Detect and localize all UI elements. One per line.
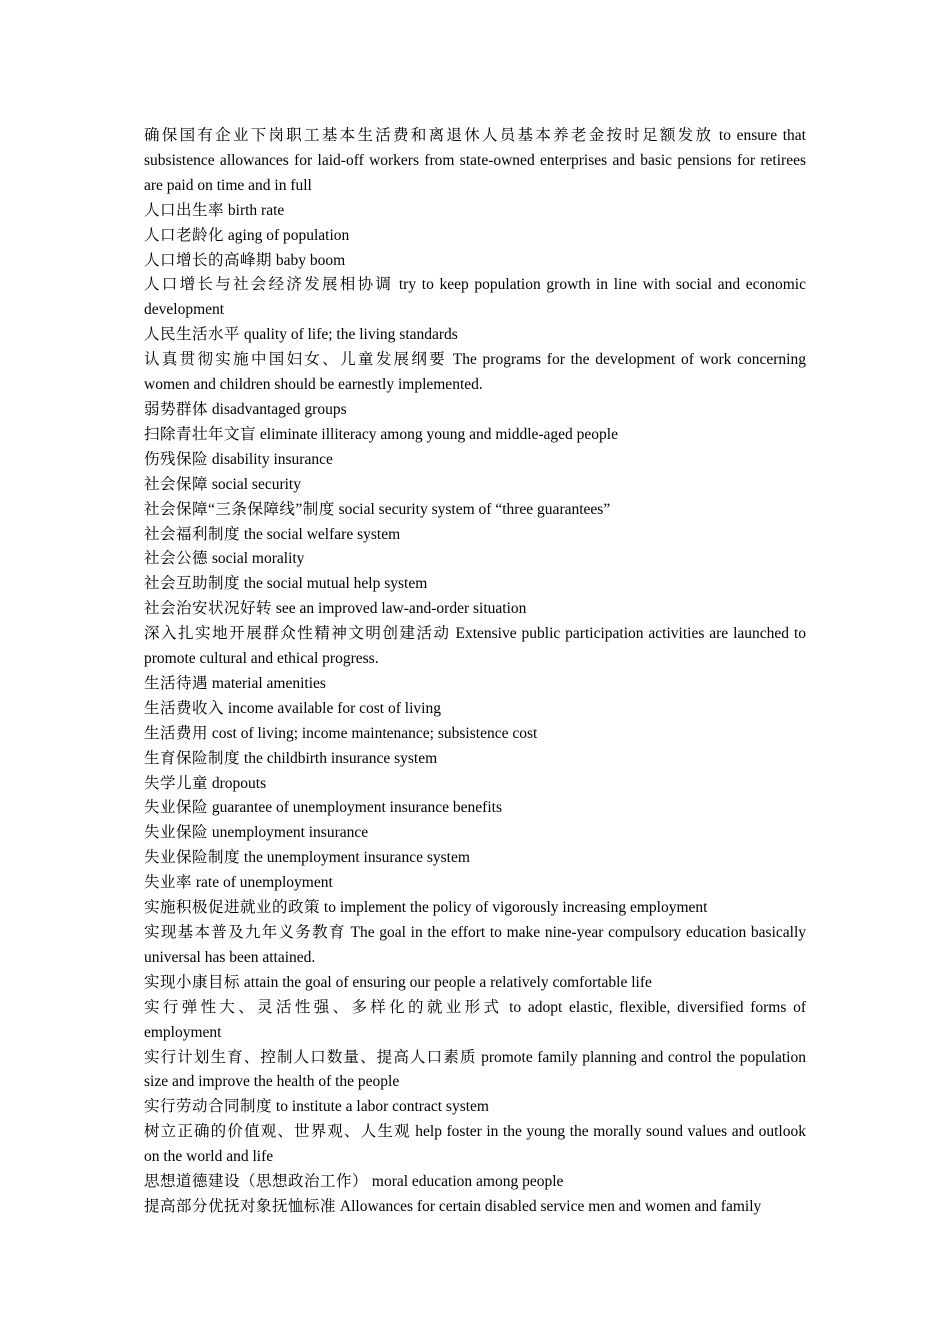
glossary-entry xyxy=(144,846,806,871)
english-translation: promote family planning and control the population size and improve the health of the people xyxy=(144,1048,806,1091)
glossary-entry xyxy=(144,597,806,622)
glossary-entry xyxy=(144,498,806,523)
english-translation: to ensure that subsistence allowances for laid-off workers from state-owned enterprises and basic pensions for retirees are paid on time and in full xyxy=(144,127,806,194)
chinese-term: 人口增长的高峰期 xyxy=(144,251,273,269)
glossary-entry xyxy=(144,423,806,448)
chinese-term: 实行劳动合同制度 xyxy=(144,1098,273,1116)
glossary-entry xyxy=(144,448,806,473)
english-translation: eliminate illiteracy among young and middle-aged people xyxy=(259,425,618,443)
chinese-term: 认真贯彻实施中国妇女、儿童发展纲要 xyxy=(144,351,448,369)
chinese-term: 失业保险 xyxy=(144,824,209,842)
chinese-term: 实行弹性大、灵活性强、多样化的就业形式 xyxy=(144,998,503,1016)
glossary-entry xyxy=(144,273,806,323)
glossary-entry xyxy=(144,1095,806,1120)
english-translation: The programs for the development of work concerning women and children should be earnestly implemented. xyxy=(144,351,806,394)
glossary-entry xyxy=(144,722,806,747)
english-translation: moral education among people xyxy=(371,1173,564,1191)
chinese-term: 社会保障 xyxy=(144,475,209,493)
english-translation: the social welfare system xyxy=(243,525,401,543)
english-translation: attain the goal of ensuring our people a relatively comfortable life xyxy=(243,973,652,991)
chinese-term: 实行计划生育、控制人口数量、提高人口素质 xyxy=(144,1048,477,1066)
chinese-term: 失业率 xyxy=(144,874,193,892)
glossary-entry xyxy=(144,772,806,797)
glossary-entry xyxy=(144,871,806,896)
glossary-entry xyxy=(144,199,806,224)
chinese-term: 生活费收入 xyxy=(144,699,225,717)
chinese-term: 生活费用 xyxy=(144,724,209,742)
english-translation: to implement the policy of vigorously increasing employment xyxy=(323,899,708,917)
chinese-term: 生育保险制度 xyxy=(144,749,241,767)
glossary-entry xyxy=(144,523,806,548)
english-translation: try to keep population growth in line with social and economic development xyxy=(144,276,806,319)
chinese-term: 生活待遇 xyxy=(144,674,209,692)
english-translation: to adopt elastic, flexible, diversified forms of employment xyxy=(144,998,806,1041)
english-translation: disability insurance xyxy=(211,450,333,468)
glossary-entry xyxy=(144,1120,806,1170)
english-translation: help foster in the young the morally sound values and outlook on the world and life xyxy=(144,1123,806,1166)
english-translation: dropouts xyxy=(211,774,267,792)
glossary-entry xyxy=(144,697,806,722)
english-translation: unemployment insurance xyxy=(211,824,369,842)
chinese-term: 弱势群体 xyxy=(144,400,209,418)
english-translation: social security system of “three guarantees” xyxy=(338,500,611,518)
glossary-entry xyxy=(144,398,806,423)
glossary-entry xyxy=(144,622,806,672)
glossary-entry xyxy=(144,224,806,249)
chinese-term: 社会公德 xyxy=(144,550,209,568)
chinese-term: 深入扎实地开展群众性精神文明创建活动 xyxy=(144,625,451,643)
glossary-entry xyxy=(144,547,806,572)
glossary-entry xyxy=(144,971,806,996)
chinese-term: 伤残保险 xyxy=(144,450,209,468)
chinese-term: 思想道德建设（思想政治工作） xyxy=(144,1173,369,1191)
english-translation: guarantee of unemployment insurance benefits xyxy=(211,799,502,817)
english-translation: the childbirth insurance system xyxy=(243,749,438,767)
english-translation: rate of unemployment xyxy=(195,874,333,892)
english-translation: disadvantaged groups xyxy=(211,400,347,418)
chinese-term: 确保国有企业下岗职工基本生活费和离退休人员基本养老金按时足额发放 xyxy=(144,127,714,144)
chinese-term: 社会治安状况好转 xyxy=(144,600,273,618)
english-translation: the unemployment insurance system xyxy=(243,849,470,867)
english-translation: The goal in the effort to make nine-year compulsory education basically universal has been attained. xyxy=(144,924,806,966)
chinese-term: 失业保险 xyxy=(144,799,209,817)
english-translation: social security xyxy=(211,475,301,493)
chinese-term: 失学儿童 xyxy=(144,774,209,792)
chinese-term: 社会保障“三条保障线”制度 xyxy=(144,500,335,518)
glossary-entry xyxy=(144,473,806,498)
chinese-term: 实施积极促进就业的政策 xyxy=(144,899,321,917)
chinese-term: 实现基本普及九年义务教育 xyxy=(144,924,346,941)
english-translation: to institute a labor contract system xyxy=(275,1098,489,1116)
chinese-term: 实现小康目标 xyxy=(144,973,241,991)
glossary-entry xyxy=(144,124,806,199)
english-translation: see an improved law-and-order situation xyxy=(275,600,527,618)
chinese-term: 人口增长与社会经济发展相协调 xyxy=(144,276,394,294)
english-translation: the social mutual help system xyxy=(243,575,428,593)
english-translation: Extensive public participation activities are launched to promote cultural and ethical progress. xyxy=(144,625,806,668)
english-translation: cost of living; income maintenance; subsistence cost xyxy=(211,724,538,742)
english-translation: material amenities xyxy=(211,674,326,692)
glossary-entry xyxy=(144,323,806,348)
chinese-term: 人民生活水平 xyxy=(144,326,241,344)
glossary-entry xyxy=(144,1046,806,1096)
glossary-entry xyxy=(144,672,806,697)
chinese-term: 人口老龄化 xyxy=(144,226,225,244)
glossary-entry xyxy=(144,821,806,846)
glossary-entry xyxy=(144,921,806,971)
document-page xyxy=(144,124,806,1220)
glossary-entry xyxy=(144,1195,806,1220)
chinese-term: 失业保险制度 xyxy=(144,849,241,867)
chinese-term: 社会互助制度 xyxy=(144,575,241,593)
english-translation: aging of population xyxy=(227,226,350,244)
glossary-entry xyxy=(144,1170,806,1195)
chinese-term: 社会福利制度 xyxy=(144,525,241,543)
glossary-entry xyxy=(144,996,806,1046)
glossary-entry xyxy=(144,249,806,274)
english-translation: quality of life; the living standards xyxy=(243,326,458,344)
glossary-entry xyxy=(144,747,806,772)
chinese-term: 提高部分优抚对象抚恤标准 xyxy=(144,1197,337,1215)
chinese-term: 人口出生率 xyxy=(144,201,225,219)
english-translation: social morality xyxy=(211,550,305,568)
glossary-entry xyxy=(144,572,806,597)
english-translation: birth rate xyxy=(227,201,285,219)
chinese-term: 树立正确的价值观、世界观、人生观 xyxy=(144,1123,411,1141)
english-translation: income available for cost of living xyxy=(227,699,441,717)
glossary-entry xyxy=(144,348,806,398)
chinese-term: 扫除青壮年文盲 xyxy=(144,425,257,443)
glossary-entry xyxy=(144,796,806,821)
glossary-entry xyxy=(144,896,806,921)
english-translation: baby boom xyxy=(275,251,346,269)
english-translation: Allowances for certain disabled service men and women and family xyxy=(339,1197,762,1215)
